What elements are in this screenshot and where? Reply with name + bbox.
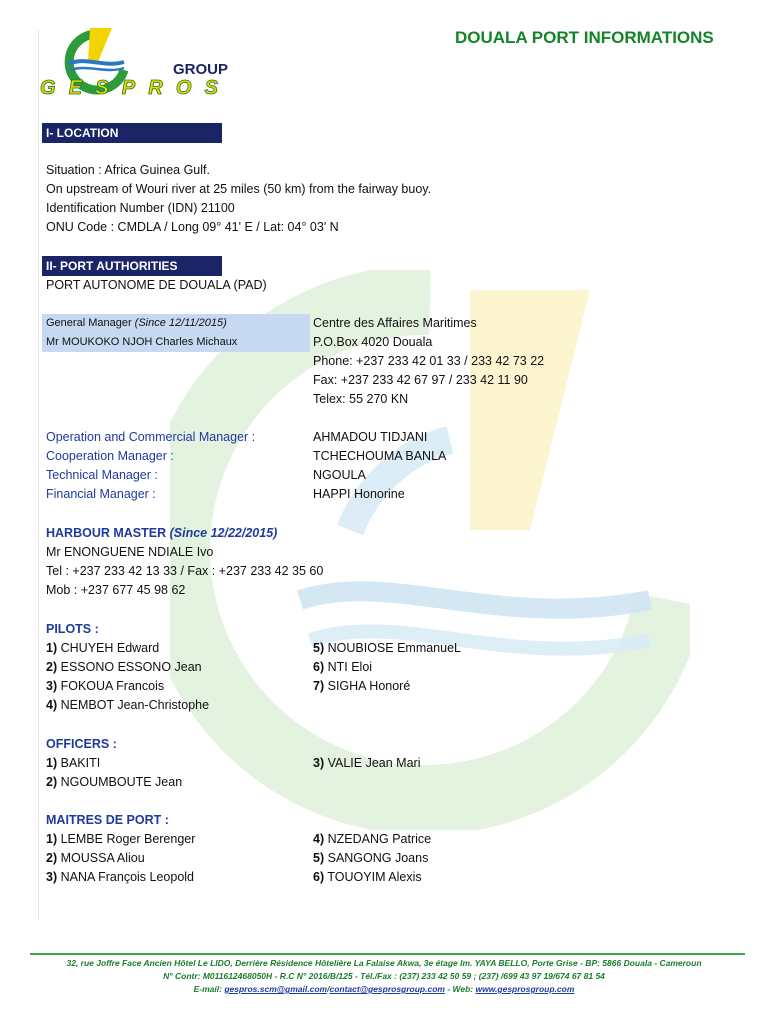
footer-registration: N° Contr: M011612468050H - R.C N° 2016/B/125 - Tél./Fax : (237) 233 42 50 59 ; (237) /699 43 97 19/674 67 81 54 <box>163 971 605 981</box>
officer-item: 2) NGOUMBOUTE Jean <box>46 775 183 789</box>
pilot-item: 2) ESSONO ESSONO Jean <box>46 660 202 674</box>
footer-contact-email-link[interactable]: contact@gesprosgroup.com <box>329 984 445 994</box>
harbour-master-heading <box>46 524 277 543</box>
location-upstream: On upstream of Wouri river at 25 miles (50 km) from the fairway buoy. <box>46 182 432 196</box>
officers-heading: OFFICERS : <box>46 737 117 751</box>
pilots-heading: PILOTS : <box>46 622 99 636</box>
footer-contact <box>0 984 768 994</box>
address-phone: Phone: +237 233 42 01 33 / 233 42 73 22 <box>313 354 545 368</box>
address-fax: Fax: +237 233 42 67 97 / 233 42 11 90 <box>313 373 528 387</box>
section-heading-location: I- LOCATION <box>42 123 222 143</box>
document-title: DOUALA PORT INFORMATIONS <box>455 28 714 47</box>
pilot-item: 4) NEMBOT Jean-Christophe <box>46 698 210 712</box>
manager-name: HAPPI Honorine <box>313 487 405 501</box>
logo-group-text: GROUP <box>173 61 228 78</box>
maitres-heading: MAITRES DE PORT : <box>46 813 169 827</box>
manager-name: TCHECHOUMA BANLA <box>313 449 447 463</box>
pilot-item: 1) CHUYEH Edward <box>46 641 160 655</box>
gespros-logo-icon <box>38 26 228 98</box>
harbour-master-name: Mr ENONGUENE NDIALE Ivo <box>46 545 214 559</box>
footer-email-separator: / <box>327 984 330 994</box>
section-heading-authorities: II- PORT AUTHORITIES <box>42 256 222 276</box>
left-margin-rule <box>38 30 39 920</box>
pilot-item: 5) NOUBIOSE EmmanueL <box>313 641 461 655</box>
gm-role: General Manager <box>46 317 135 329</box>
location-idn: Identification Number (IDN) 21100 <box>46 201 235 215</box>
harbour-master-label: HARBOUR MASTER <box>46 526 170 540</box>
manager-name: AHMADOU TIDJANI <box>313 430 428 444</box>
maitre-item: 2) MOUSSA Aliou <box>46 851 145 865</box>
harbour-master-since: (Since 12/22/2015) <box>169 526 278 540</box>
location-onu-code: ONU Code : CMDLA / Long 09° 41' E / Lat: 04° 03' N <box>46 220 339 234</box>
address-line-2: P.O.Box 4020 Douala <box>313 335 433 349</box>
pilot-item: 3) FOKOUA Francois <box>46 679 165 693</box>
manager-name: NGOULA <box>313 468 366 482</box>
pilot-item: 6) NTI Eloi <box>313 660 373 674</box>
manager-role: Operation and Commercial Manager : <box>46 430 256 444</box>
location-situation: Situation : Africa Guinea Gulf. <box>46 163 210 177</box>
general-manager-label <box>46 314 227 333</box>
manager-role: Technical Manager : <box>46 468 158 482</box>
maitre-item: 6) TOUOYIM Alexis <box>313 870 422 884</box>
maitre-item: 3) NANA François Leopold <box>46 870 195 884</box>
maitre-item: 5) SANGONG Joans <box>313 851 429 865</box>
footer-email-label: E-mail: <box>193 984 225 994</box>
logo-gespros-text: GESPROS <box>40 77 218 98</box>
maitre-item: 1) LEMBE Roger Berenger <box>46 832 196 846</box>
general-manager-name: Mr MOUKOKO NJOH Charles Michaux <box>46 336 238 348</box>
manager-role: Cooperation Manager : <box>46 449 174 463</box>
pilot-item: 7) SIGHA Honoré <box>313 679 411 693</box>
manager-role: Financial Manager : <box>46 487 156 501</box>
address-telex: Telex: 55 270 KN <box>313 392 409 406</box>
footer-email-link[interactable]: gespros.scm@gmail.com <box>224 984 328 994</box>
harbour-master-tel: Tel : +237 233 42 13 33 / Fax : +237 233 42 35 60 <box>46 564 324 578</box>
maitre-item: 4) NZEDANG Patrice <box>313 832 432 846</box>
authority-name: PORT AUTONOME DE DOUALA (PAD) <box>46 278 267 292</box>
address-line-1: Centre des Affaires Maritimes <box>313 316 477 330</box>
harbour-master-mob: Mob : +237 677 45 98 62 <box>46 583 186 597</box>
officer-item: 3) VALIE Jean Mari <box>313 756 421 770</box>
gm-since: (Since 12/11/2015) <box>134 317 227 329</box>
footer-web-link[interactable]: www.gesprosgroup.com <box>475 984 575 994</box>
officer-item: 1) BAKITI <box>46 756 101 770</box>
footer-web-label: - Web: <box>444 984 476 994</box>
footer-divider <box>30 953 745 955</box>
footer-address: 32, rue Joffre Face Ancien Hôtel Le LIDO, Derrière Résidence Hôtelière La Falaise Akwa, 3e étage Im. YAYA BELLO, Porte Grise - BP: 5866 Douala - Cameroun <box>66 958 702 968</box>
